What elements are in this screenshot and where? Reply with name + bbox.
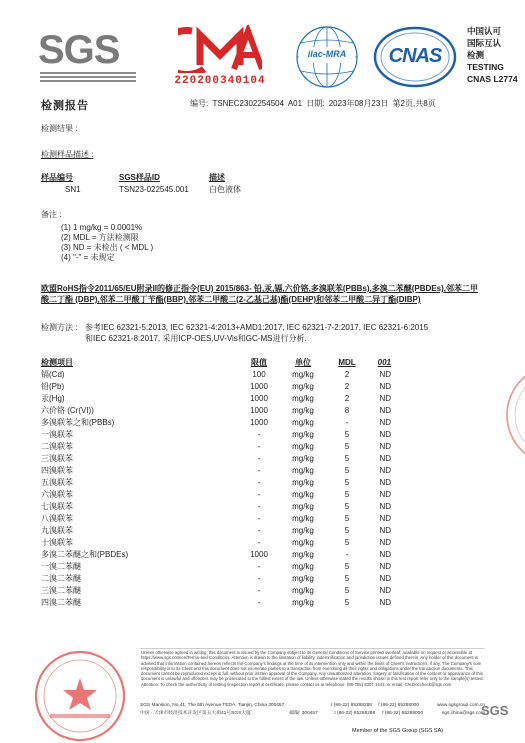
results-cell: 九溴联苯 [41, 526, 73, 535]
results-cell: mg/kg [292, 418, 314, 427]
results-cell: 六价铬 (Cr(VI)) [41, 406, 94, 415]
results-col-header: 限值 [251, 358, 267, 367]
results-col-header: MDL [338, 358, 356, 367]
footer-sgs-logo: SGS [481, 703, 509, 718]
results-row [41, 465, 391, 477]
sample-col-header: SGS样品ID [119, 173, 160, 182]
results-cell: mg/kg [292, 526, 314, 535]
results-cell: 8 [344, 406, 350, 415]
cert-line: CNAS L2774 [467, 74, 518, 84]
cma-mark-icon [178, 25, 262, 73]
results-row [41, 585, 391, 597]
results-col-header: 检测项目 [41, 358, 73, 367]
results-cell: mg/kg [292, 562, 314, 571]
results-cell: mg/kg [292, 586, 314, 595]
results-cell: 二溴联苯 [41, 442, 73, 451]
results-cell: mg/kg [292, 466, 314, 475]
results-cell: - [345, 550, 349, 559]
sample-cell: SN1 [65, 185, 81, 194]
cma-number: 220200340104 [174, 75, 266, 87]
results-cell: ND [379, 394, 391, 403]
ilac-logo-text: ilac-MRA [307, 49, 347, 59]
results-cell: ND [379, 514, 391, 523]
results-cell: ND [379, 598, 391, 607]
cert-line: 检测 [467, 50, 485, 60]
results-cell: 二溴二苯醚 [41, 574, 81, 583]
footer-disclaimer: Unless otherwise agreed in writing, this document is issued by the Company subject to its General Conditions of Service printed overleaf, available on request or accessible at https://www.sgs.com/en/Terms-and-Conditions. Attention is drawn to the limitation of liability, indemnification and jurisdiction issues defined therein. Any holder of this document is advised that information contained hereon reflects the Company's findings at the time of its intervention only and within the limits of Client's instructions, if any. The Company's sole responsibility is to its Client and this document does not exonerate parties to a transaction from exercising all their rights and obligations under the transaction documents. This document cannot be reproduced except in full, without prior written approval of the Company. Any unauthorized alteration, forgery or falsification of the content or appearance of this document is unlawful and offenders may be prosecuted to the fullest extent of the law. Unless otherwise stated the results shown in this test report refer only to the sample(s) tested. Attention: To check the authenticity of testing /inspection report & certificate, please contact us at telephone: (86-755) 8307 1443, or email: CN.Doccheck@sgs.com [141, 650, 484, 687]
sample-cell: TSN23-022545.001 [119, 185, 189, 194]
results-cell: ND [379, 478, 391, 487]
partial-stamp-seal [497, 355, 525, 475]
results-row [41, 525, 391, 537]
results-cell: 5 [344, 442, 350, 451]
results-cell: mg/kg [292, 442, 314, 451]
results-row [41, 561, 391, 573]
results-cell: ND [379, 370, 391, 379]
results-cell: 七溴联苯 [41, 502, 73, 511]
sample-desc-label: 检测样品描述 : [41, 150, 94, 159]
results-cell: 1000 [250, 394, 268, 403]
results-row [41, 573, 391, 585]
cma-logo [170, 25, 270, 91]
stamp-seal-icon [30, 646, 130, 743]
results-row [41, 513, 391, 525]
results-cell: mg/kg [292, 370, 314, 379]
results-cell: - [257, 586, 261, 595]
results-cell: 5 [344, 574, 350, 583]
address-row [140, 710, 485, 718]
address-cell: www.sgsgroup.com.cn [437, 703, 485, 708]
note-item: (4) "-" = 未规定 [61, 253, 115, 262]
results-cell: - [257, 502, 261, 511]
results-cell: 汞(Hg) [41, 394, 65, 403]
address-cell: 邮编: 300457 [289, 711, 318, 716]
results-row [41, 369, 391, 381]
results-cell: mg/kg [292, 574, 314, 583]
results-cell: - [257, 538, 261, 547]
results-cell: ND [379, 490, 391, 499]
results-cell: 5 [344, 538, 350, 547]
results-cell: mg/kg [292, 538, 314, 547]
address-cell: t (86-22) 65288288 [334, 711, 376, 716]
notes-list [61, 223, 153, 263]
results-cell: ND [379, 526, 391, 535]
results-cell: - [257, 466, 261, 475]
results-cell: 1000 [250, 418, 268, 427]
results-cell: 2 [344, 394, 350, 403]
note-item: (2) MDL = 方法检测限 [61, 233, 139, 242]
results-row [41, 429, 391, 441]
results-row [41, 405, 391, 417]
report-meta: 编号: TSNEC2302254504 A01 日期: 2023年08月23日 第2页,共8页 [190, 99, 436, 108]
results-row [41, 453, 391, 465]
results-cell: 5 [344, 430, 350, 439]
results-cell: ND [379, 586, 391, 595]
results-cell: - [257, 454, 261, 463]
results-cell: 2 [344, 382, 350, 391]
results-cell: 四溴联苯 [41, 466, 73, 475]
ilac-mra-logo [293, 25, 361, 89]
results-cell: 5 [344, 466, 350, 475]
sample-table-header [41, 172, 281, 184]
results-row [41, 441, 391, 453]
results-cell: ND [379, 538, 391, 547]
results-cell: 5 [344, 514, 350, 523]
address-cell: sgs.china@sgs.com [441, 711, 485, 716]
results-cell: 5 [344, 490, 350, 499]
results-row [41, 597, 391, 609]
results-cell: 六溴联苯 [41, 490, 73, 499]
sample-cell: 白色液体 [209, 185, 241, 194]
address-cell: f (86-22) 65288000 [382, 711, 423, 716]
results-cell: 多溴联苯之和(PBBs) [41, 418, 115, 427]
results-cell: ND [379, 562, 391, 571]
results-cell: - [257, 598, 261, 607]
cnas-logo-text: CNAS [388, 45, 442, 67]
address-cell: f (86-22) 65288000 [378, 703, 419, 708]
results-cell: mg/kg [292, 502, 314, 511]
results-cell: mg/kg [292, 382, 314, 391]
results-cell: ND [379, 442, 391, 451]
results-cell: 5 [344, 502, 350, 511]
results-cell: ND [379, 430, 391, 439]
results-cell: - [257, 490, 261, 499]
results-cell: mg/kg [292, 406, 314, 415]
report-title: 检测报告 [41, 100, 89, 112]
results-cell: 1000 [250, 406, 268, 415]
results-cell: 铅(Pb) [41, 382, 65, 391]
results-cell: 多溴二苯醚之和(PBDEs) [41, 550, 129, 559]
method-text: 参考IEC 62321-5:2013, IEC 62321-4:2013+AMD1:2017, IEC 62321-7-2:2017, IEC 62321-6:2015和IEC 62321-8:2017, 采用ICP-OES,UV-Vis和GC-MS进行分析. [85, 323, 429, 343]
footer-address [140, 702, 485, 718]
results-cell: - [257, 478, 261, 487]
results-cell: mg/kg [292, 454, 314, 463]
results-cell: 一溴二苯醚 [41, 562, 81, 571]
address-row [140, 702, 485, 710]
results-cell: 三溴二苯醚 [41, 586, 81, 595]
results-cell: 5 [344, 478, 350, 487]
results-row [41, 477, 391, 489]
address-cell: t (86-22) 65288288 [331, 703, 372, 708]
results-cell: mg/kg [292, 430, 314, 439]
results-cell: ND [379, 574, 391, 583]
results-row [41, 549, 391, 561]
results-cell: 5 [344, 562, 350, 571]
results-cell: mg/kg [292, 514, 314, 523]
cnas-logo [371, 26, 459, 88]
results-cell: mg/kg [292, 394, 314, 403]
results-row [41, 489, 391, 501]
results-cell: ND [379, 382, 391, 391]
results-cell: 100 [252, 370, 266, 379]
results-cell: - [257, 562, 261, 571]
results-cell: mg/kg [292, 490, 314, 499]
results-cell: 5 [344, 598, 350, 607]
results-header-row [41, 357, 391, 369]
result-label: 检测结果 : [41, 124, 78, 133]
results-cell: 5 [344, 526, 350, 535]
sgs-logo-bars [40, 72, 136, 86]
cnas-cert-block [467, 25, 525, 85]
results-cell: ND [379, 454, 391, 463]
results-cell: 五溴联苯 [41, 478, 73, 487]
results-row [41, 417, 391, 429]
results-cell: mg/kg [292, 478, 314, 487]
results-cell: ND [379, 406, 391, 415]
note-item: (1) 1 mg/kg = 0.0001% [61, 223, 143, 232]
results-cell: 十溴联苯 [41, 538, 73, 547]
sample-col-header: 样品编号 [41, 173, 73, 182]
results-row [41, 393, 391, 405]
regulation-text: 欧盟RoHS指令2011/65/EU附录II的修正指令(EU) 2015/863- 铅,汞,镉,六价铬,多溴联苯(PBBs),多溴二苯醚(PBDEs),邻苯二甲酸二丁酯 (DBP),邻苯二甲酸丁苄酯(BBP),邻苯二甲酸二(2-乙基己基)酯(DEHP)和邻苯二甲酸二异丁酯(DIBP) [41, 284, 478, 304]
sample-table [41, 172, 281, 196]
results-cell: - [257, 514, 261, 523]
results-cell: - [257, 574, 261, 583]
sgs-logo-text: SGS [38, 28, 120, 72]
results-row [41, 501, 391, 513]
method-label: 检测方法 : [41, 323, 78, 332]
results-cell: - [257, 526, 261, 535]
results-cell: 四溴二苯醚 [41, 598, 81, 607]
results-cell: ND [379, 502, 391, 511]
footer-divider [140, 648, 485, 649]
cert-line: 中国认可 [467, 26, 502, 36]
results-col-header: 单位 [295, 358, 311, 367]
results-row [41, 537, 391, 549]
results-cell: ND [379, 550, 391, 559]
notes-label: 备注 : [41, 210, 62, 219]
results-cell: ND [379, 466, 391, 475]
results-cell: mg/kg [292, 598, 314, 607]
results-cell: - [345, 418, 349, 427]
results-cell: 八溴联苯 [41, 514, 73, 523]
results-col-header: 001 [377, 358, 391, 367]
results-cell: ND [379, 418, 391, 427]
results-cell: mg/kg [292, 550, 314, 559]
results-cell: 三溴联苯 [41, 454, 73, 463]
results-row [41, 381, 391, 393]
results-table [41, 357, 391, 609]
cert-line: 国际互认 [467, 38, 502, 48]
results-cell: 5 [344, 454, 350, 463]
results-cell: 5 [344, 586, 350, 595]
footer-member-text: Member of the SGS Group (SGS SA) [352, 728, 444, 734]
results-cell: 1000 [250, 382, 268, 391]
address-cell: SGS Mansion, No.41, The 5th Avenue TEDA, Tianjin, China 300457 [140, 703, 285, 708]
results-cell: - [257, 442, 261, 451]
sample-table-row [41, 184, 281, 196]
address-cell: 中国 · 天津市经济技术开发区第五大街41号SGS大厦 [140, 711, 251, 716]
partial-seal-icon [497, 355, 525, 475]
results-cell: 镉(Cd) [41, 370, 65, 379]
results-cell: 一溴联苯 [41, 430, 73, 439]
sgs-stamp-seal [30, 646, 130, 743]
note-item: (3) ND = 未检出 ( < MDL ) [61, 243, 154, 252]
results-cell: 1000 [250, 550, 268, 559]
results-cell: 2 [344, 370, 350, 379]
results-cell: - [257, 430, 261, 439]
sample-col-header: 描述 [209, 173, 225, 182]
sgs-logo [38, 28, 138, 86]
cert-line: TESTING [467, 62, 504, 72]
